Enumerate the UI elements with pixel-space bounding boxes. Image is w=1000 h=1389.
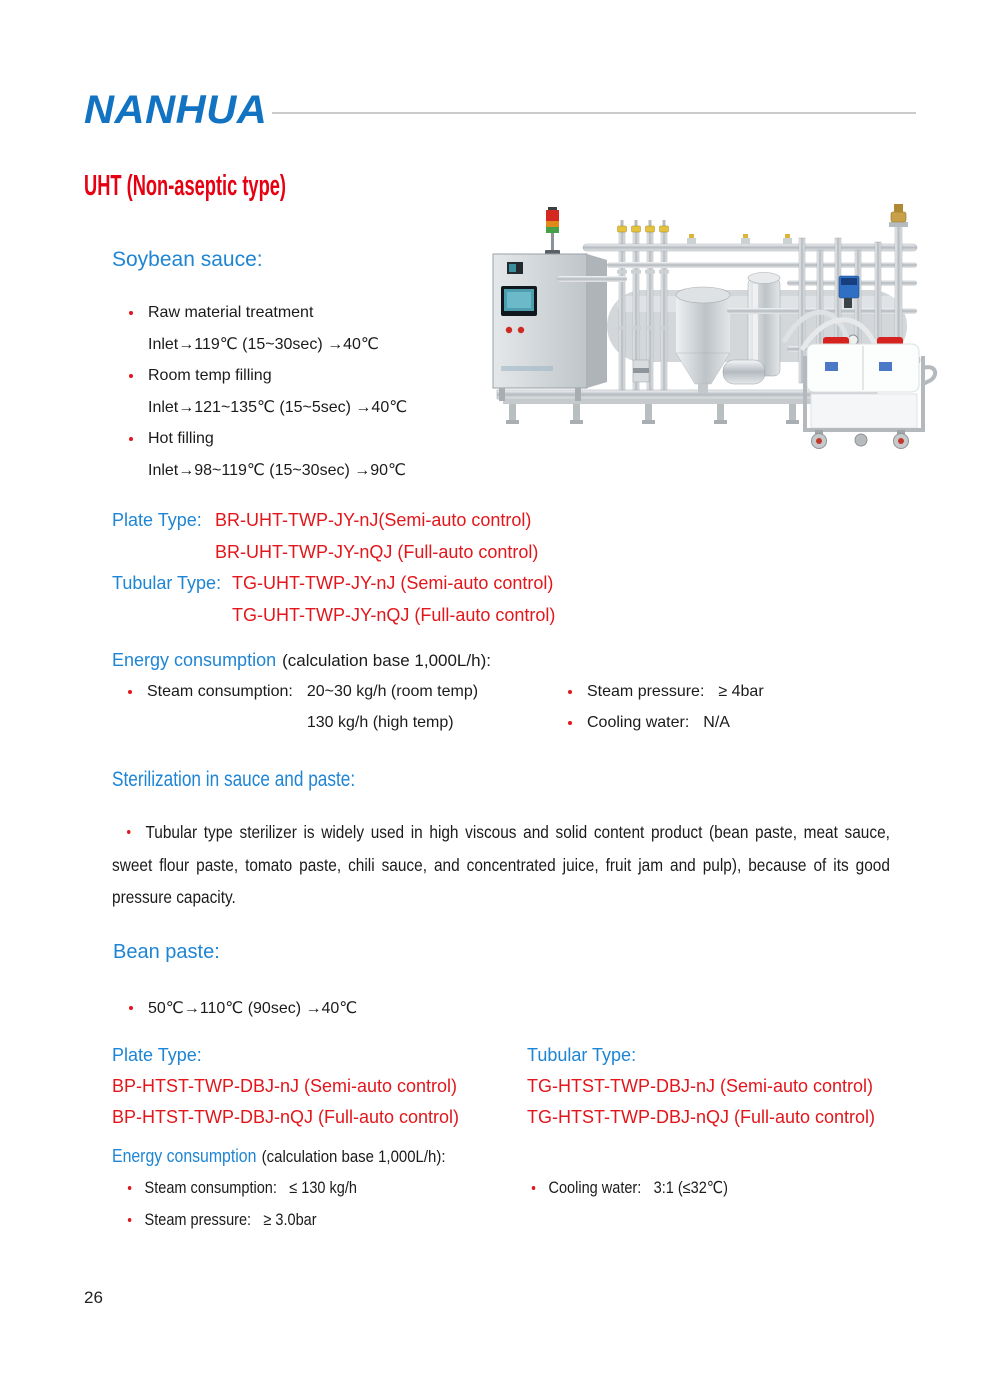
page-number: 26 — [84, 1288, 103, 1307]
tubular-type-label: Tubular Type: — [112, 573, 222, 594]
bullet-icon — [532, 1186, 536, 1190]
model-row — [112, 1040, 459, 1071]
model-code: TG-HTST-TWP-DBJ-nQJ (Full-auto control) — [527, 1107, 876, 1127]
model-code: TG-UHT-TWP-JY-nQJ (Full-auto control) — [232, 604, 556, 625]
bullet-icon — [129, 1006, 133, 1010]
nanhua-logo: NANHUA — [84, 88, 268, 132]
plate-type-label: Plate Type: — [112, 1045, 202, 1065]
bullet-icon — [129, 437, 133, 441]
soybean-model-list — [112, 505, 555, 631]
process-detail: Inlet→98~119℃ (15~30sec) →90℃ — [148, 462, 407, 480]
cooling-water-row — [532, 1172, 728, 1204]
energy-consumption-bean — [112, 1140, 890, 1229]
energy-heading-label: Energy consumption — [112, 1146, 257, 1166]
bullet-icon — [128, 1218, 132, 1222]
list-item — [112, 360, 532, 392]
energy-consumption-soybean — [112, 644, 890, 732]
soybean-process-list — [112, 297, 532, 486]
bullet-icon — [127, 830, 131, 834]
tubular-type-column — [527, 1040, 875, 1133]
sterilization-body — [112, 816, 890, 914]
model-row — [112, 537, 555, 569]
cooling-water-row — [568, 708, 764, 740]
page-title: UHT (Non-aseptic type) — [84, 170, 287, 202]
bullet-icon — [128, 690, 132, 694]
steam-consumption-row — [128, 1172, 357, 1204]
process-detail: Inlet→119℃ (15~30sec) →40℃ — [148, 336, 379, 354]
tubular-type-label: Tubular Type: — [527, 1045, 637, 1065]
steam-pressure-label: Steam pressure: — [144, 1210, 252, 1229]
plate-type-label: Plate Type: — [112, 510, 202, 531]
process-label: Hot filling — [148, 429, 214, 447]
process-label: Raw material treatment — [148, 303, 314, 321]
model-row — [112, 1102, 459, 1133]
sterilization-paragraph — [112, 816, 890, 914]
model-row — [112, 568, 555, 600]
energy-left-column — [128, 676, 478, 739]
soybean-sauce-heading: Soybean sauce: — [112, 248, 263, 271]
header-rule — [272, 112, 916, 114]
uht-sterilizer-illustration — [487, 198, 939, 450]
value: ≤ 130 kg/h — [289, 1178, 357, 1197]
steam-consumption-label: Steam consumption: — [147, 683, 293, 700]
model-code: BP-HTST-TWP-DBJ-nJ (Semi-auto control) — [112, 1076, 458, 1096]
steam-consumption-row — [128, 676, 478, 739]
model-code: TG-UHT-TWP-JY-nJ (Semi-auto control) — [232, 573, 554, 594]
energy-right-column — [568, 676, 764, 739]
equipment-photo — [487, 198, 939, 450]
steam-pressure-row — [568, 676, 764, 708]
energy-right-column — [532, 1172, 728, 1204]
model-row — [527, 1040, 875, 1071]
model-row — [527, 1102, 875, 1133]
energy-heading — [112, 1140, 890, 1174]
steam-consumption-values — [307, 676, 478, 739]
model-row — [112, 600, 555, 632]
steam-consumption-label: Steam consumption: — [144, 1178, 277, 1197]
energy-heading — [112, 644, 890, 678]
bean-paste-process — [112, 992, 357, 1024]
process-detail: 50℃→110℃ (90sec) →40℃ — [148, 999, 358, 1017]
value: N/A — [703, 714, 730, 732]
energy-heading-note: (calculation base 1,000L/h): — [282, 651, 491, 670]
process-row — [112, 992, 357, 1024]
cooling-water-label: Cooling water: — [548, 1178, 642, 1197]
cooling-water-label: Cooling water: — [587, 714, 690, 732]
steam-pressure-row — [128, 1204, 357, 1236]
value: 130 kg/h (high temp) — [306, 714, 454, 732]
model-row — [527, 1071, 875, 1102]
steam-pressure-label: Steam pressure: — [587, 682, 705, 700]
energy-heading-note: (calculation base 1,000L/h): — [261, 1147, 446, 1166]
model-row — [112, 1071, 459, 1102]
bullet-icon — [128, 1186, 132, 1190]
model-code: BR-UHT-TWP-JY-nQJ (Full-auto control) — [215, 541, 539, 562]
model-code: BR-UHT-TWP-JY-nJ(Semi-auto control) — [215, 510, 532, 531]
sterilization-heading: Sterilization in sauce and paste: — [112, 768, 356, 791]
plate-type-column — [112, 1040, 459, 1133]
value: 20~30 kg/h (room temp) — [306, 682, 479, 700]
process-detail: Inlet→121~135℃ (15~5sec) →40℃ — [148, 399, 408, 417]
value: ≥ 4bar — [718, 682, 764, 700]
bean-paste-heading: Bean paste: — [113, 941, 220, 963]
energy-heading-label: Energy consumption — [112, 650, 277, 670]
energy-condensed-block — [112, 1140, 890, 1229]
energy-left-column — [128, 1172, 357, 1236]
process-label: Room temp filling — [148, 366, 272, 384]
model-row — [112, 505, 555, 537]
list-item — [112, 297, 532, 329]
bullet-icon — [129, 374, 133, 378]
list-item — [112, 423, 532, 455]
model-code: TG-HTST-TWP-DBJ-nJ (Semi-auto control) — [527, 1076, 874, 1096]
bullet-icon — [568, 690, 572, 694]
value: ≥ 3.0bar — [263, 1210, 317, 1229]
bullet-icon — [568, 721, 572, 725]
value: 3:1 (≤32℃) — [653, 1179, 728, 1197]
paragraph-text: Tubular type sterilizer is widely used in high viscous and solid content product (bean paste, meat sauce, sweet flour paste, tomato paste, chili sauce, and concentrated juice, fruit jam and pulp), because of its good pressure capacity. — [112, 822, 890, 907]
model-code: BP-HTST-TWP-DBJ-nQJ (Full-auto control) — [112, 1107, 460, 1127]
bullet-icon — [129, 311, 133, 315]
